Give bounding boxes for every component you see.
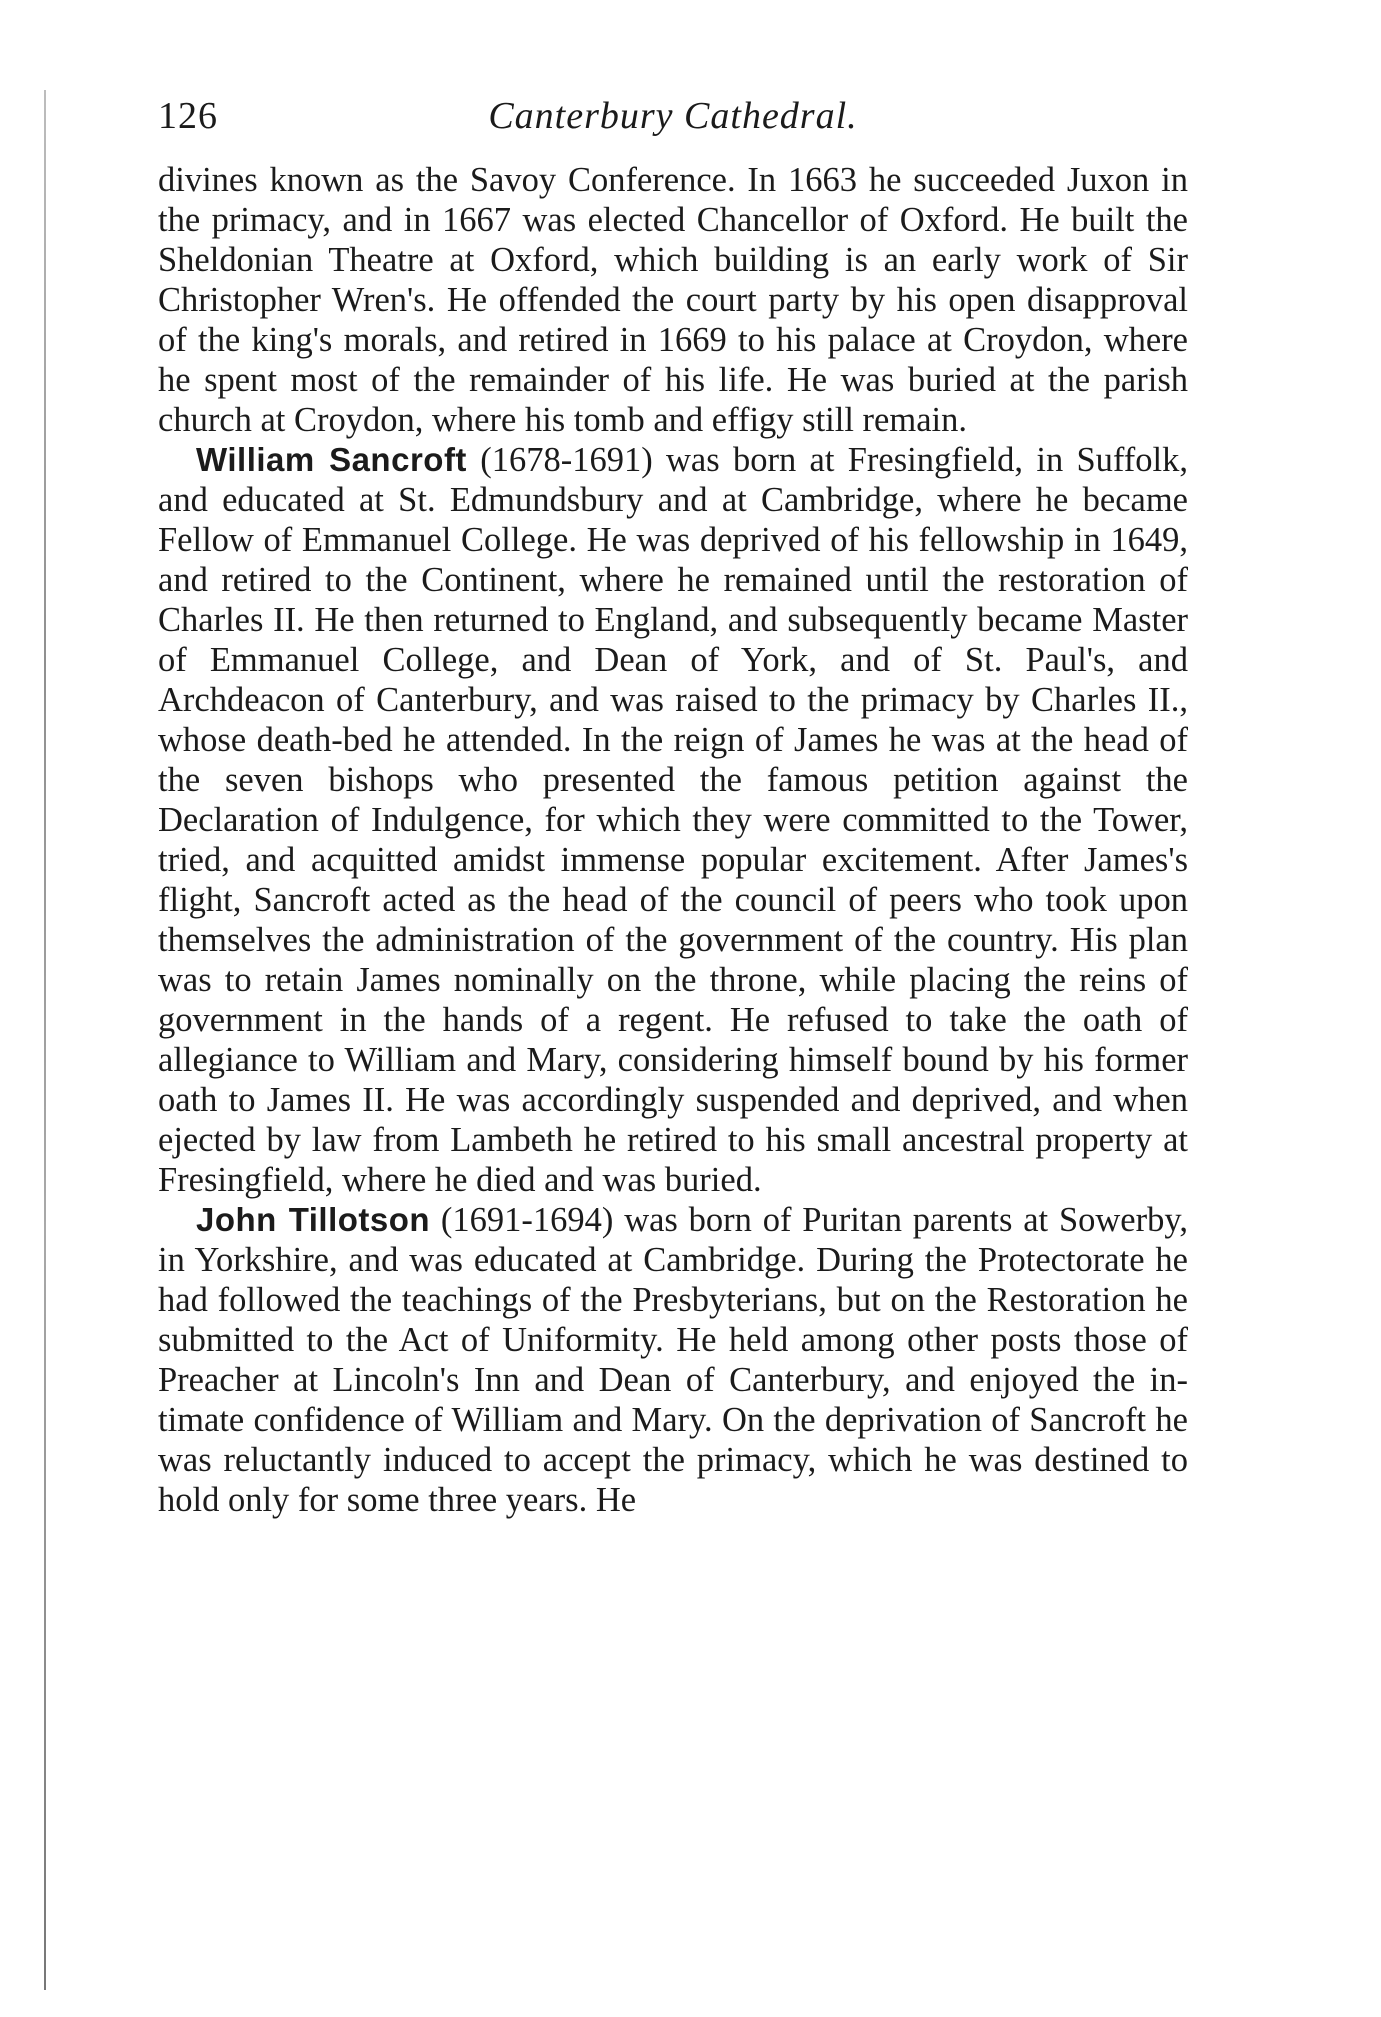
paragraph-sheldon-continued [158, 160, 1188, 440]
paragraph-tillotson [158, 1200, 1188, 1520]
running-head [158, 88, 1188, 144]
body-text [158, 160, 1188, 1520]
archbishop-name-sancroft: William Sancroft [196, 441, 467, 478]
book-page [158, 88, 1188, 1520]
archbishop-name-tillotson: John Tillotson [196, 1201, 431, 1238]
paragraph-text: (1678-1691) was born at Fresingfield, in Suffolk, and educated at St. Edmundsbury and at Cambridge, where he became Fellow of Emmanuel College. He was deprived of his fellowship in 1649, and retired to the Continent, where he remained until the restoration of Charles II. He then returned to England, and subsequently became Master of Emmanuel College, and Dean of York, and of St. Paul's, and Archdeacon of Canterbury, and was raised to the primacy by Charles II., whose death-bed he attended. In the reign of James he was at the head of the seven bishops who presented the famous petition against the Declaration of Indulgence, for which they were committed to the Tower, tried, and acquitted amidst immense popular excitement. After James's flight, Sancroft acted as the head of the council of peers who took upon themselves the administration of the government of the country. His plan was to retain James nominally on the throne, while placing the reins of government in the hands of a regent. He refused to take the oath of allegiance to William and Mary, considering himself bound by his former oath to James II. He was accordingly suspended and deprived, and when ejected by law from Lambeth he retired to his small ancestral property at Fresingfield, where he died and was buried. [158, 441, 1188, 1199]
paragraph-text: divines known as the Savoy Conference. In 1663 he succeeded Juxon in the primacy, and in 1667 was elected Chancellor of Oxford. He built the Sheldonian Theatre at Oxford, which building is an early work of Sir Christopher Wren's. He offended the court party by his open disapproval of the king's morals, and retired in 1669 to his palace at Croydon, where he spent most of the remainder of his life. He was buried at the parish church at Croydon, where his tomb and effigy still remain. [158, 161, 1188, 439]
page-number: 126 [158, 95, 218, 137]
paragraph-sancroft [158, 440, 1188, 1200]
running-title: Canterbury Cathedral. [488, 95, 858, 137]
paragraph-text: (1691-1694) was born of Puritan parents at Sowerby, in Yorkshire, and was educated at Cambridge. During the Protectorate he had followed the teachings of the Presbyterians, but on the Restoration he submitted to the Act of Uniformity. He held among other posts those of Preacher at Lincoln's Inn and Dean of Canterbury, and enjoyed the intimate confidence of William and Mary. On the deprivation of Sancroft he was reluctantly induced to accept the primacy, which he was destined to hold only for some three years. He [158, 1201, 1188, 1519]
page-gutter-line [44, 90, 46, 1990]
